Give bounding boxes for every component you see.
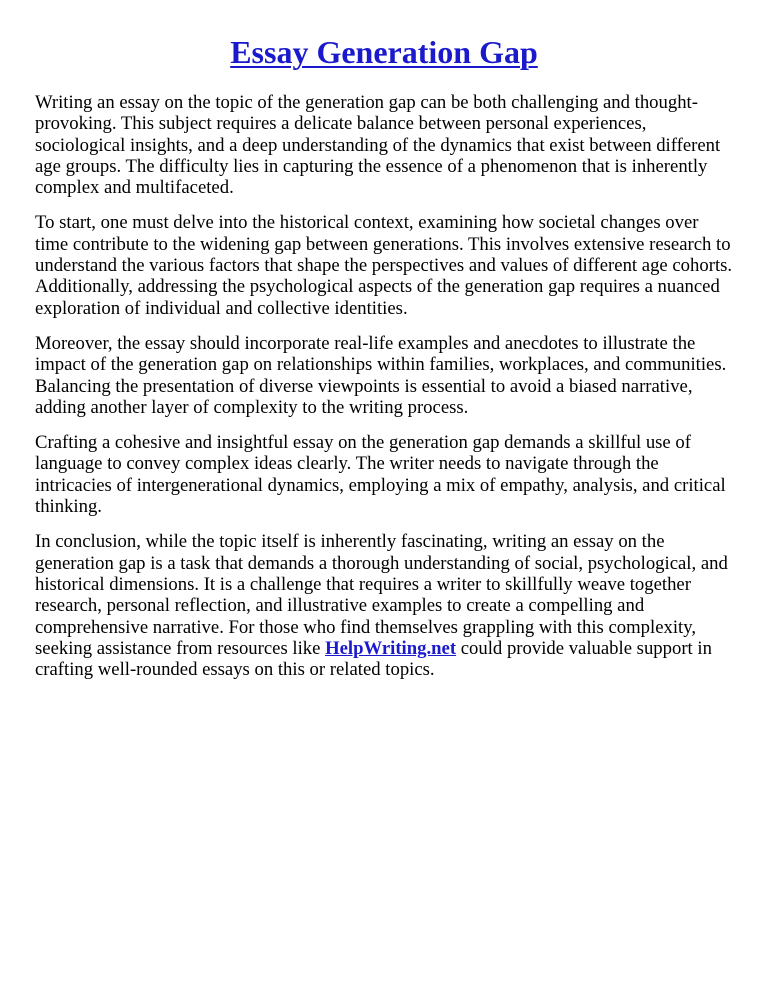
paragraph-conclusion	[35, 531, 733, 680]
conclusion-text-after-link: could provide valuable support in crafting well-rounded essays on this or related topics.	[35, 637, 712, 681]
paragraph-examples: Moreover, the essay should incorporate real-life examples and anecdotes to illustrate the impact of the generation gap on relationships within families, workplaces, and communities. Balancing the presentation of diverse viewpoints is essential to avoid a biased narrative, adding another layer of complexity to the writing process.	[35, 332, 727, 418]
title-container	[35, 30, 733, 74]
conclusion-text-before-link: In conclusion, while the topic itself is inherently fascinating, writing an essay on the generation gap is a task that demands a thorough understanding of social, psychological, and historical dimensions. It is a challenge that requires a writer to skillfully weave together research, personal reflection, and illustrative examples to create a compelling and comprehensive narrative. For those who find themselves grappling with this complexity, seeking assistance from resources like	[35, 531, 728, 659]
paragraph-crafting: Crafting a cohesive and insightful essay on the generation gap demands a skillful use of language to convey complex ideas clearly. The writer needs to navigate through the intricacies of intergenerational dynamics, employing a mix of empathy, analysis, and critical thinking.	[35, 432, 726, 518]
paragraph-historical-context: To start, one must delve into the historical context, examining how societal changes over time contribute to the widening gap between generations. This involves extensive research to understand the various factors that shape the perspectives and values of different age cohorts. Additionally, addressing the psychological aspects of the generation gap requires a nuanced exploration of individual and collective identities.	[35, 212, 733, 319]
page-title-link[interactable]: Essay Generation Gap	[230, 34, 538, 70]
paragraph-intro: Writing an essay on the topic of the generation gap can be both challenging and thought-provoking. This subject requires a delicate balance between personal experiences, sociological insights, and a deep understanding of the dynamics that exist between different age groups. The difficulty lies in capturing the essence of a phenomenon that is inherently complex and multifaceted.	[35, 92, 721, 199]
helpwriting-link[interactable]: HelpWriting.net	[325, 637, 457, 659]
